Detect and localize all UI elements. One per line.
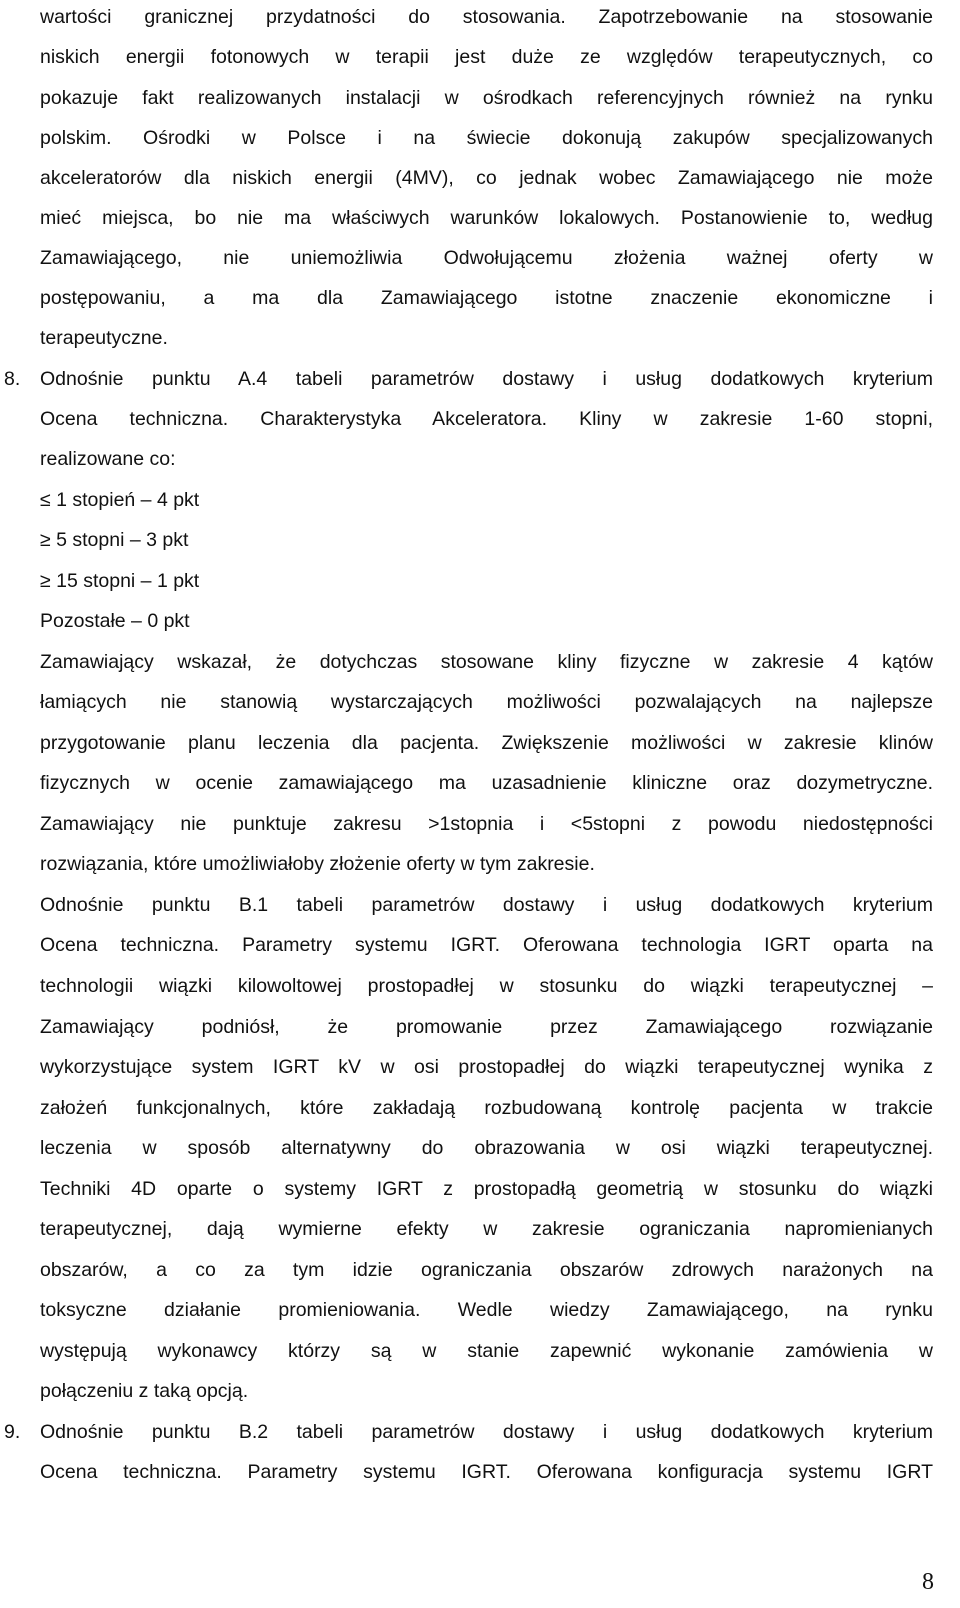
text-line: Odnośnie punktu A.4 tabeli parametrów dostawy i usług dodatkowych kryterium xyxy=(40,368,933,390)
text-line: rozwiązania, które umożliwiałoby złożenie oferty w tym zakresie. xyxy=(40,853,595,875)
text-line: wykorzystujące system IGRT kV w osi prostopadłej do wiązki terapeutycznej wynika z xyxy=(40,1056,933,1078)
text-line: obszarów, a co za tym idzie ograniczania obszarów zdrowych narażonych na xyxy=(40,1259,933,1281)
text-line: Zamawiający wskazał, że dotychczas stosowane kliny fizyczne w zakresie 4 kątów xyxy=(40,651,933,673)
list-item-number: 9. xyxy=(4,1421,21,1443)
scoring-line: Pozostałe – 0 pkt xyxy=(40,610,190,632)
scoring-line: ≤ 1 stopień – 4 pkt xyxy=(40,489,200,511)
text-line: założeń funkcjonalnych, które zakładają rozbudowaną kontrolę pacjenta w trakcie xyxy=(40,1097,933,1119)
page-number: 8 xyxy=(922,1569,934,1595)
text-line: niskich energii fotonowych w terapii jest duże ze względów terapeutycznych, co xyxy=(40,46,933,68)
text-line: mieć miejsca, bo nie ma właściwych warunków lokalowych. Postanowienie to, według xyxy=(40,207,933,229)
text-line: Zamawiający nie punktuje zakresu >1stopnia i <5stopni z powodu niedostępności xyxy=(40,813,933,835)
text-line: postępowaniu, a ma dla Zamawiającego istotne znaczenie ekonomiczne i xyxy=(40,287,933,309)
scoring-line: ≥ 15 stopni – 1 pkt xyxy=(40,570,200,592)
list-item-number: 8. xyxy=(4,368,21,390)
text-line: połączeniu z taką opcją. xyxy=(40,1380,249,1402)
text-line: Zamawiający podniósł, że promowanie przez Zamawiającego rozwiązanie xyxy=(40,1016,933,1038)
text-line: Techniki 4D oparte o systemy IGRT z prostopadłą geometrią w stosunku do wiązki xyxy=(40,1178,933,1200)
text-line: realizowane co: xyxy=(40,448,176,470)
text-line: akceleratorów dla niskich energii (4MV), co jednak wobec Zamawiającego nie może xyxy=(40,167,933,189)
text-line: leczenia w sposób alternatywny do obrazowania w osi wiązki terapeutycznej. xyxy=(40,1137,933,1159)
text-line: Ocena techniczna. Parametry systemu IGRT. Oferowana technologia IGRT oparta na xyxy=(40,934,933,956)
text-line: występują wykonawcy którzy są w stanie zapewnić wykonanie zamówienia w xyxy=(40,1340,933,1362)
text-line: Ocena techniczna. Charakterystyka Akceleratora. Kliny w zakresie 1-60 stopni, xyxy=(40,408,933,430)
text-line: Ocena techniczna. Parametry systemu IGRT. Oferowana konfiguracja systemu IGRT xyxy=(40,1461,933,1483)
text-line: Odnośnie punktu B.2 tabeli parametrów dostawy i usług dodatkowych kryterium xyxy=(40,1421,933,1443)
text-line: łamiących nie stanowią wystarczających możliwości pozwalających na najlepsze xyxy=(40,691,933,713)
text-line: Zamawiającego, nie uniemożliwia Odwołującemu złożenia ważnej oferty w xyxy=(40,247,933,269)
text-line: przygotowanie planu leczenia dla pacjenta. Zwiększenie możliwości w zakresie klinów xyxy=(40,732,933,754)
text-line: terapeutycznej, dają wymierne efekty w zakresie ograniczania napromienianych xyxy=(40,1218,933,1240)
text-line: polskim. Ośrodki w Polsce i na świecie dokonują zakupów specjalizowanych xyxy=(40,127,933,149)
text-line: pokazuje fakt realizowanych instalacji w ośrodkach referencyjnych również na rynku xyxy=(40,87,933,109)
text-line: Odnośnie punktu B.1 tabeli parametrów dostawy i usług dodatkowych kryterium xyxy=(40,894,933,916)
text-line: fizycznych w ocenie zamawiającego ma uzasadnienie kliniczne oraz dozymetryczne. xyxy=(40,772,933,794)
text-line: toksyczne działanie promieniowania. Wedle wiedzy Zamawiającego, na rynku xyxy=(40,1299,933,1321)
text-line: wartości granicznej przydatności do stosowania. Zapotrzebowanie na stosowanie xyxy=(40,6,933,28)
text-line: technologii wiązki kilowoltowej prostopadłej w stosunku do wiązki terapeutycznej – xyxy=(40,975,933,997)
text-line: terapeutyczne. xyxy=(40,327,168,349)
scoring-line: ≥ 5 stopni – 3 pkt xyxy=(40,529,189,551)
